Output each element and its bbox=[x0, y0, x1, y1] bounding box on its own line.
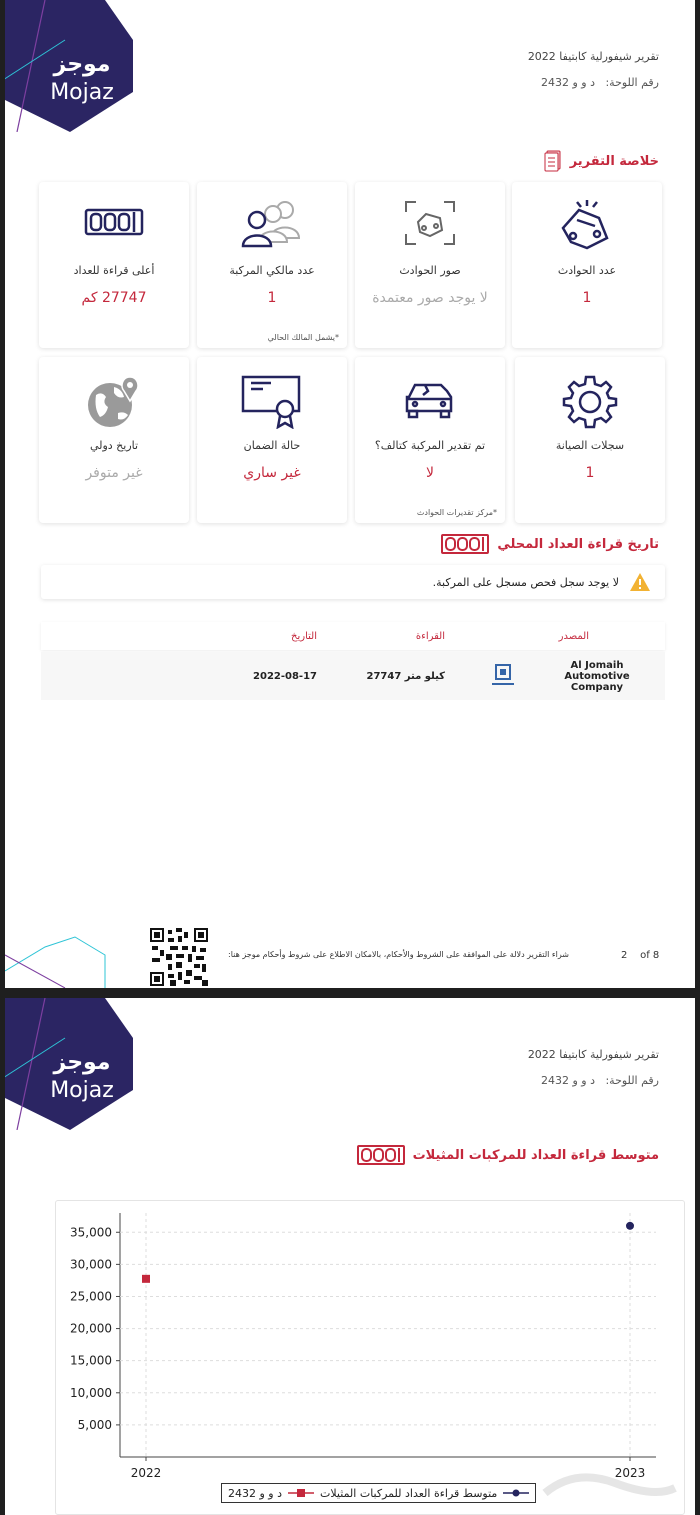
plate-label: رقم اللوحة: bbox=[605, 1074, 659, 1087]
card-highest-odometer bbox=[39, 182, 189, 348]
legend-marker-vehicle bbox=[288, 1488, 314, 1498]
card-label: عدد الحوادث bbox=[557, 264, 617, 277]
y-tick-label: 15,000 bbox=[70, 1353, 112, 1368]
card-label: صور الحوادث bbox=[399, 264, 461, 277]
plate-value: د و و 2432 bbox=[540, 1074, 595, 1087]
warning-icon bbox=[629, 572, 651, 592]
card-value: غير ساري bbox=[243, 465, 301, 481]
row-source: Al Jomaih Automotive Company bbox=[564, 659, 630, 693]
page-of: of 8 bbox=[640, 950, 660, 961]
footer-decoration bbox=[5, 935, 115, 988]
card-note: *مركز تقديرات الحوادث bbox=[416, 508, 497, 517]
qr-code[interactable] bbox=[150, 928, 208, 986]
y-tick-label: 10,000 bbox=[70, 1385, 112, 1400]
card-accident-photos bbox=[355, 182, 505, 348]
crashed-car-icon bbox=[557, 198, 617, 254]
col-reading: القراءة bbox=[415, 630, 445, 642]
globe-location-icon bbox=[84, 373, 144, 431]
card-owners-count bbox=[197, 182, 347, 348]
card-international-history bbox=[39, 357, 189, 523]
card-label: حالة الضمان bbox=[243, 439, 301, 452]
certificate-icon bbox=[241, 373, 303, 429]
chart-heading-text: متوسط قراءة العداد للمركبات المثيلات bbox=[412, 1147, 659, 1163]
logo-text-ar: موجز bbox=[53, 52, 111, 77]
page-number bbox=[621, 950, 659, 961]
damaged-car-icon bbox=[401, 373, 459, 423]
odometer-icon bbox=[357, 1144, 405, 1166]
accident-photo-icon bbox=[402, 198, 458, 248]
legend-marker-average bbox=[503, 1488, 529, 1498]
chart-legend bbox=[221, 1483, 536, 1503]
summary-heading bbox=[544, 150, 659, 172]
data-point-average bbox=[626, 1222, 634, 1230]
logo-text-en: Mojaz bbox=[50, 80, 114, 105]
row-reading: 27747 كيلو متر bbox=[366, 670, 445, 682]
y-tick-label: 5,000 bbox=[77, 1417, 112, 1432]
y-tick-label: 30,000 bbox=[70, 1257, 112, 1272]
plate-value: د و و 2432 bbox=[540, 76, 595, 89]
no-inspection-notice bbox=[41, 565, 665, 599]
card-value: لا يوجد صور معتمدة bbox=[372, 290, 488, 306]
odometer-heading bbox=[441, 533, 659, 555]
summary-heading-text: خلاصة التقرير bbox=[569, 153, 659, 169]
odometer-heading-text: تاريخ قراءة العداد المحلي bbox=[497, 536, 659, 552]
card-label: عدد مالكي المركبة bbox=[229, 264, 315, 277]
odometer-icon bbox=[441, 533, 489, 555]
y-tick-label: 35,000 bbox=[70, 1225, 112, 1240]
card-accidents-count bbox=[512, 182, 662, 348]
watermark bbox=[535, 1463, 685, 1513]
chart-heading bbox=[357, 1144, 659, 1166]
gear-icon bbox=[562, 373, 618, 429]
card-total-loss bbox=[355, 357, 505, 523]
card-value: لا bbox=[426, 465, 434, 481]
report-page-1 bbox=[5, 0, 695, 988]
card-label: أعلى قراءة للعداد bbox=[73, 264, 155, 277]
card-label: تاريخ دولي bbox=[89, 439, 139, 452]
card-value: غير متوفر bbox=[85, 465, 143, 481]
page-current: 2 bbox=[621, 950, 628, 961]
card-value: 1 bbox=[585, 465, 595, 481]
col-date: التاريخ bbox=[291, 630, 317, 642]
report-page-2 bbox=[5, 998, 695, 1515]
card-value: 1 bbox=[582, 290, 592, 306]
logo-text-en: Mojaz bbox=[50, 1078, 114, 1103]
dealer-logo bbox=[491, 652, 515, 700]
report-title: تقرير شيفورلية كابتيفا 2022 bbox=[527, 1048, 659, 1061]
data-point-vehicle bbox=[142, 1275, 150, 1283]
legend-label-average: متوسط قراءة العداد للمركبات المثيلات bbox=[320, 1486, 498, 1500]
plate-label: رقم اللوحة: bbox=[605, 76, 659, 89]
dealer-logo-icon bbox=[491, 663, 515, 689]
x-tick-label: 2022 bbox=[130, 1466, 162, 1480]
odometer-table-header bbox=[41, 622, 665, 650]
y-tick-label: 20,000 bbox=[70, 1321, 112, 1336]
row-date: 2022-08-17 bbox=[253, 670, 317, 682]
table-row bbox=[41, 652, 665, 700]
odometer-icon bbox=[84, 198, 144, 248]
card-label: تم تقدير المركبة كتالف؟ bbox=[374, 439, 486, 452]
card-warranty-status bbox=[197, 357, 347, 523]
y-tick-label: 25,000 bbox=[70, 1289, 112, 1304]
card-note: *يشمل المالك الحالي bbox=[267, 333, 339, 342]
card-label: سجلات الصيانة bbox=[555, 439, 625, 452]
report-title: تقرير شيفورلية كابتيفا 2022 bbox=[527, 50, 659, 63]
legend-label-vehicle: د و و 2432 bbox=[228, 1486, 283, 1500]
x-tick-label: 2023 bbox=[614, 1466, 646, 1480]
col-source: المصدر bbox=[558, 630, 589, 642]
owners-icon bbox=[239, 198, 305, 248]
card-value: 1 bbox=[267, 290, 277, 306]
document-icon bbox=[544, 150, 562, 172]
logo-text-ar: موجز bbox=[53, 1050, 111, 1075]
card-value: 27747 كم bbox=[81, 290, 147, 306]
terms-text: شراء التقرير دلالة على الموافقة على الشروط والأحكام، بالامكان الاطلاع على شروط وأحكام موجز هنا: bbox=[228, 950, 569, 959]
card-maintenance-records bbox=[515, 357, 665, 523]
notice-text: لا يوجد سجل فحص مسجل على المركبة. bbox=[432, 575, 619, 589]
